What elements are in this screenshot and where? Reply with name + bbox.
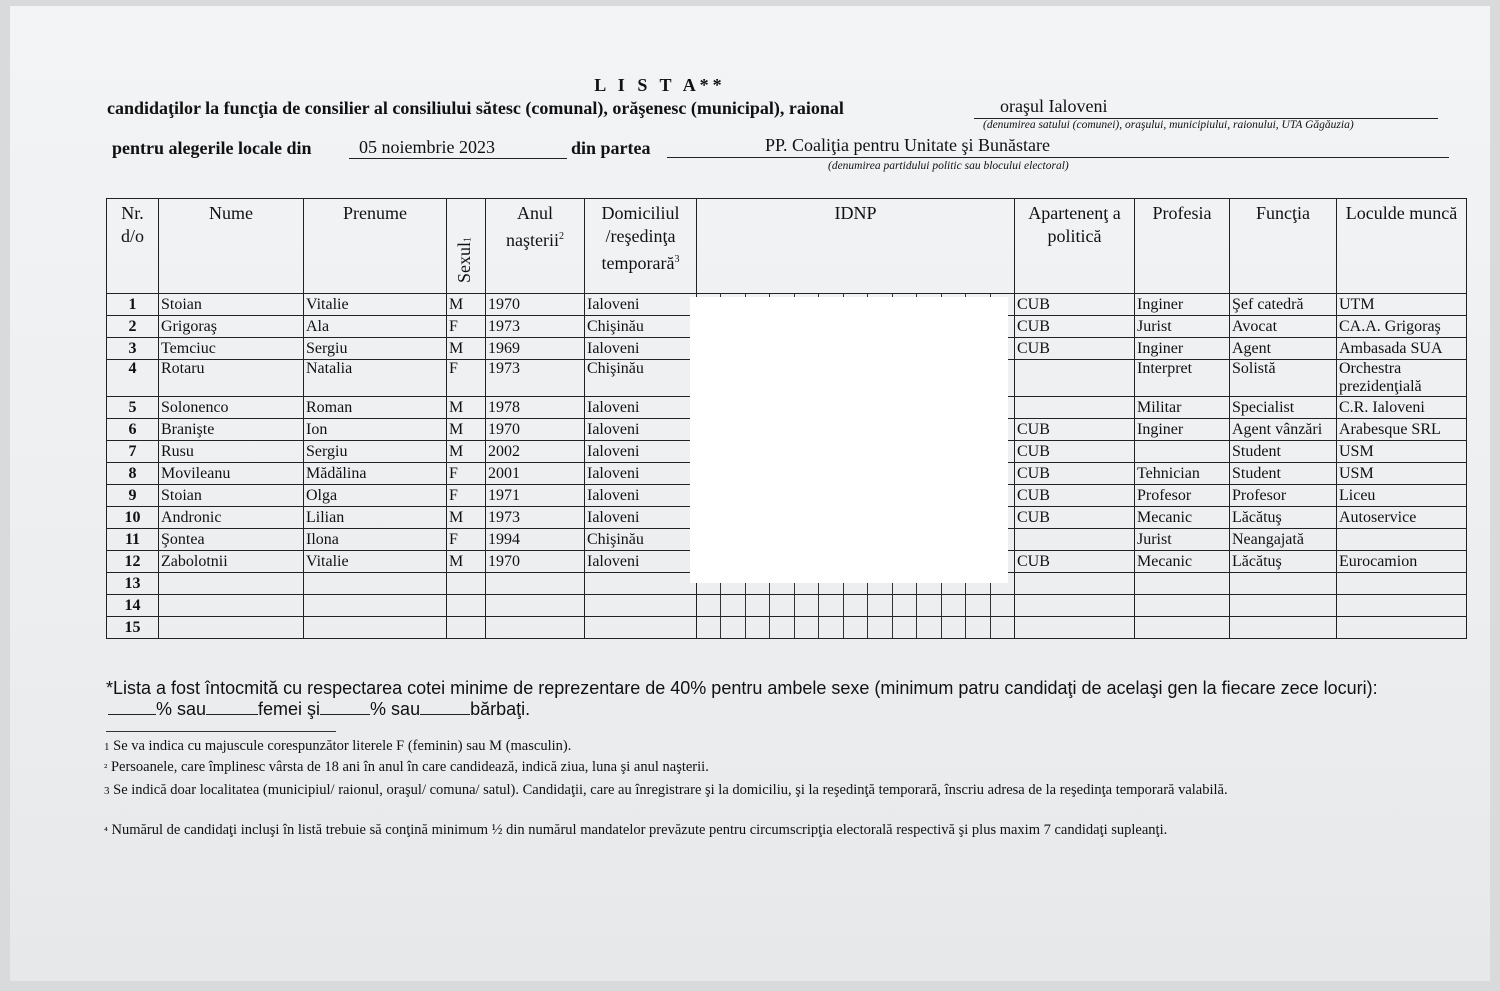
row-domiciliu: Chişinău <box>585 316 697 338</box>
row-partid: CUB <box>1015 507 1135 529</box>
row-idnp <box>697 595 1015 617</box>
idnp-digit-cell <box>942 617 966 638</box>
row-nr: 2 <box>107 316 159 338</box>
row-functia: Şef catedră <box>1230 294 1337 316</box>
footnote-rule <box>106 731 336 732</box>
row-locul: UTM <box>1337 294 1467 316</box>
row-nr: 6 <box>107 419 159 441</box>
row-sex: M <box>447 441 486 463</box>
fn2-text: Persoanele, care împlinesc vârsta de 18 ani în anul în care candidează, indică ziua, luna şi anul naşterii. <box>110 759 709 775</box>
row-profesia: Inginer <box>1135 338 1230 360</box>
header-nr: Nr. d/o <box>107 199 159 294</box>
row-locul <box>1337 573 1467 595</box>
row-anul: 1973 <box>486 316 585 338</box>
row-anul: 1969 <box>486 338 585 360</box>
row-prenume: Vitalie <box>304 551 447 573</box>
row-profesia: Mecanic <box>1135 551 1230 573</box>
row-sex: M <box>447 507 486 529</box>
fn1-text: Se va indica cu majuscule corespunzător literele F (feminin) sau M (masculin). <box>113 738 572 754</box>
row-anul: 1970 <box>486 419 585 441</box>
row-locul <box>1337 595 1467 617</box>
header-functia: Funcţia <box>1230 199 1337 294</box>
row-domiciliu: Chişinău <box>585 360 697 397</box>
header-profesia: Profesia <box>1135 199 1230 294</box>
row-nr: 15 <box>107 617 159 639</box>
fn4-text: Numărul de candidaţi incluşi în listă trebuie să conţină minimum ½ din numărul mandatelor prevăzute pentru circumscripţia electorală respectivă şi plus maxim 7 candidaţi supleanţi. <box>111 822 1168 838</box>
header-line-1-text: candidaţilor la funcţia de consilier al consiliului sătesc (comunal), orăşenesc (municipal), raional <box>107 98 844 118</box>
row-domiciliu: Ialoveni <box>585 397 697 419</box>
header-line-2 <box>112 138 311 159</box>
row-functia: Solistă <box>1230 360 1337 397</box>
row-nr: 9 <box>107 485 159 507</box>
row-prenume: Sergiu <box>304 338 447 360</box>
row-profesia: Militar <box>1135 397 1230 419</box>
idnp-digit-cell <box>917 617 941 638</box>
row-profesia <box>1135 573 1230 595</box>
row-prenume: Mădălina <box>304 463 447 485</box>
row-functia: Avocat <box>1230 316 1337 338</box>
row-nr: 4 <box>107 360 159 397</box>
row-anul: 1971 <box>486 485 585 507</box>
fn3-text: Se indică doar localitatea (municipiul/ raionul, oraşul/ comuna/ satul). Candidaţii, care au înregistrare şi la domiciliu, şi la reşedinţă temporară, înscriu adresa de la reşedinţa temporară valabilă. <box>113 782 1228 798</box>
row-prenume: Ala <box>304 316 447 338</box>
row-prenume: Natalia <box>304 360 447 397</box>
row-nr: 1 <box>107 294 159 316</box>
table-row <box>107 595 1467 617</box>
footnote-1 <box>104 737 571 757</box>
party-note: (denumirea partidului politic sau blocului electoral) <box>828 160 1069 172</box>
row-partid: CUB <box>1015 485 1135 507</box>
row-locul: CA.A. Grigoraş <box>1337 316 1467 338</box>
row-domiciliu: Chişinău <box>585 529 697 551</box>
row-nr: 5 <box>107 397 159 419</box>
row-sex: M <box>447 419 486 441</box>
header-anul-label: Anul naşterii <box>506 203 559 250</box>
idnp-digit-cell <box>697 595 721 616</box>
row-nr: 8 <box>107 463 159 485</box>
idnp-digit-cell <box>697 617 721 638</box>
fn1-mark: 1 <box>104 741 110 753</box>
row-locul: USM <box>1337 441 1467 463</box>
row-sex <box>447 573 486 595</box>
row-locul: Orchestra prezidenţială <box>1337 360 1467 397</box>
blank-pct-2[interactable] <box>320 698 370 715</box>
idnp-digit-cell <box>942 595 966 616</box>
row-partid: CUB <box>1015 294 1135 316</box>
row-nr: 13 <box>107 573 159 595</box>
row-nume <box>159 617 304 639</box>
blank-women[interactable] <box>206 698 258 715</box>
idnp-digit-cell <box>770 617 794 638</box>
row-idnp <box>697 617 1015 639</box>
idnp-digit-cells <box>697 595 1014 616</box>
fn4-mark: ⁴ <box>104 825 108 837</box>
footnote-3 <box>104 781 1449 801</box>
row-anul: 1973 <box>486 507 585 529</box>
row-profesia <box>1135 595 1230 617</box>
idnp-digit-cell <box>844 617 868 638</box>
row-partid <box>1015 617 1135 639</box>
row-nume: Stoian <box>159 294 304 316</box>
header-sex-footnote: 1 <box>462 236 474 242</box>
row-partid <box>1015 529 1135 551</box>
row-partid: CUB <box>1015 316 1135 338</box>
idnp-digit-cells <box>697 617 1014 638</box>
row-nume: Andronic <box>159 507 304 529</box>
row-nume: Grigoraş <box>159 316 304 338</box>
fn2-mark: ² <box>104 762 108 774</box>
header-line-1 <box>107 98 844 119</box>
row-profesia: Profesor <box>1135 485 1230 507</box>
row-anul <box>486 595 585 617</box>
row-nume <box>159 595 304 617</box>
quota-statement: *Lista a fost întocmită cu respectarea cotei minime de reprezentare de 40% pentru ambele sexe (minimum patru candidaţi de acelaşi gen la fiecare zece locuri): <box>106 678 1378 698</box>
row-functia <box>1230 573 1337 595</box>
quota-pct2: % sau <box>370 699 421 719</box>
row-sex: M <box>447 551 486 573</box>
row-functia <box>1230 617 1337 639</box>
row-functia <box>1230 595 1337 617</box>
row-domiciliu: Ialoveni <box>585 551 697 573</box>
row-partid <box>1015 360 1135 397</box>
row-prenume: Sergiu <box>304 441 447 463</box>
row-partid <box>1015 397 1135 419</box>
row-partid: CUB <box>1015 441 1135 463</box>
row-prenume: Lilian <box>304 507 447 529</box>
row-sex: F <box>447 485 486 507</box>
row-locul: Autoservice <box>1337 507 1467 529</box>
row-anul <box>486 617 585 639</box>
quota-fill-line <box>108 698 530 720</box>
locality-value: oraşul Ialoveni <box>1000 96 1108 116</box>
row-domiciliu <box>585 573 697 595</box>
header-domiciliu <box>585 199 697 294</box>
row-nume <box>159 573 304 595</box>
row-profesia: Mecanic <box>1135 507 1230 529</box>
row-profesia <box>1135 441 1230 463</box>
idnp-digit-cell <box>966 617 990 638</box>
row-functia: Neangajată <box>1230 529 1337 551</box>
footnote-4 <box>104 821 1167 841</box>
document-title: L I S T A** <box>594 75 726 95</box>
idnp-digit-cell <box>868 617 892 638</box>
row-profesia: Jurist <box>1135 316 1230 338</box>
row-prenume: Ion <box>304 419 447 441</box>
idnp-digit-cell <box>844 595 868 616</box>
idnp-digit-cell <box>746 617 770 638</box>
header-domiciliu-footnote: 3 <box>674 254 680 265</box>
row-nr: 11 <box>107 529 159 551</box>
row-functia: Lăcătuş <box>1230 551 1337 573</box>
row-partid <box>1015 595 1135 617</box>
idnp-digit-cell <box>893 595 917 616</box>
row-anul: 1970 <box>486 551 585 573</box>
header-sex-label: Sexul <box>453 241 474 283</box>
locality-note: (denumirea satului (comunei), oraşului, municipiului, raionului, UTA Găgăuzia) <box>983 119 1354 131</box>
idnp-digit-cell <box>917 595 941 616</box>
row-locul: Ambasada SUA <box>1337 338 1467 360</box>
row-prenume <box>304 595 447 617</box>
row-nume: Rotaru <box>159 360 304 397</box>
idnp-digit-cell <box>966 595 990 616</box>
row-locul <box>1337 617 1467 639</box>
row-domiciliu: Ialoveni <box>585 419 697 441</box>
line-2-mid: din partea <box>571 138 651 158</box>
row-sex <box>447 595 486 617</box>
row-nr: 3 <box>107 338 159 360</box>
row-nume: Movileanu <box>159 463 304 485</box>
election-date: 05 noiembrie 2023 <box>359 137 495 157</box>
idnp-digit-cell <box>868 595 892 616</box>
row-prenume: Olga <box>304 485 447 507</box>
row-nume: Solonenco <box>159 397 304 419</box>
row-domiciliu: Ialoveni <box>585 463 697 485</box>
row-sex <box>447 617 486 639</box>
row-functia: Student <box>1230 441 1337 463</box>
row-sex: F <box>447 360 486 397</box>
row-sex: M <box>447 338 486 360</box>
party-value: PP. Coaliţia pentru Unitate şi Bunăstare <box>765 135 1050 155</box>
idnp-digit-cell <box>721 595 745 616</box>
idnp-digit-cell <box>819 595 843 616</box>
row-domiciliu <box>585 595 697 617</box>
row-prenume: Roman <box>304 397 447 419</box>
idnp-digit-cell <box>721 617 745 638</box>
row-sex: M <box>447 294 486 316</box>
row-domiciliu <box>585 617 697 639</box>
row-nume: Stoian <box>159 485 304 507</box>
idnp-digit-cell <box>795 595 819 616</box>
row-nume: Zabolotnii <box>159 551 304 573</box>
row-anul: 1994 <box>486 529 585 551</box>
table-header-row <box>107 199 1467 294</box>
footnote-2 <box>104 758 709 778</box>
row-locul: USM <box>1337 463 1467 485</box>
table-row <box>107 617 1467 639</box>
blank-men[interactable] <box>420 698 470 715</box>
row-functia: Specialist <box>1230 397 1337 419</box>
idnp-digit-cell <box>819 617 843 638</box>
header-anul-footnote: 2 <box>558 231 564 242</box>
row-nr: 12 <box>107 551 159 573</box>
row-profesia: Inginer <box>1135 294 1230 316</box>
row-locul: Liceu <box>1337 485 1467 507</box>
row-anul: 1978 <box>486 397 585 419</box>
row-sex: F <box>447 463 486 485</box>
row-sex: M <box>447 397 486 419</box>
header-idnp: IDNP <box>697 199 1015 294</box>
row-functia: Student <box>1230 463 1337 485</box>
header-locul: Loculde muncă <box>1337 199 1467 294</box>
row-anul <box>486 573 585 595</box>
row-profesia: Tehnician <box>1135 463 1230 485</box>
row-anul: 1970 <box>486 294 585 316</box>
quota-pct1: % sau <box>156 699 207 719</box>
quota-women: femei şi <box>258 699 321 719</box>
row-nr: 7 <box>107 441 159 463</box>
idnp-digit-cell <box>746 595 770 616</box>
quota-men: bărbaţi. <box>470 699 531 719</box>
header-nume: Nume <box>159 199 304 294</box>
header-anul <box>486 199 585 294</box>
fn3-mark: 3 <box>104 785 110 797</box>
row-nume: Rusu <box>159 441 304 463</box>
row-prenume <box>304 573 447 595</box>
row-locul: Arabesque SRL <box>1337 419 1467 441</box>
idnp-digit-cell <box>770 595 794 616</box>
row-locul: Eurocamion <box>1337 551 1467 573</box>
row-domiciliu: Ialoveni <box>585 441 697 463</box>
row-anul: 2002 <box>486 441 585 463</box>
idnp-digit-cell <box>991 595 1014 616</box>
idnp-digit-cell <box>991 617 1014 638</box>
row-locul: C.R. Ialoveni <box>1337 397 1467 419</box>
row-partid: CUB <box>1015 338 1135 360</box>
row-sex: F <box>447 529 486 551</box>
row-nume: Şontea <box>159 529 304 551</box>
row-profesia: Jurist <box>1135 529 1230 551</box>
header-domiciliu-label: Domiciliul /reşedinţa temporară <box>601 203 680 273</box>
row-anul: 1973 <box>486 360 585 397</box>
idnp-digit-cell <box>795 617 819 638</box>
row-partid <box>1015 573 1135 595</box>
row-nume: Temciuc <box>159 338 304 360</box>
row-sex: F <box>447 316 486 338</box>
row-domiciliu: Ialoveni <box>585 485 697 507</box>
line-2-prefix: pentru alegerile locale din <box>112 138 312 158</box>
row-domiciliu: Ialoveni <box>585 338 697 360</box>
row-partid: CUB <box>1015 419 1135 441</box>
row-profesia <box>1135 617 1230 639</box>
row-prenume: Vitalie <box>304 294 447 316</box>
row-anul: 2001 <box>486 463 585 485</box>
header-prenume: Prenume <box>304 199 447 294</box>
row-functia: Agent vânzări <box>1230 419 1337 441</box>
header-apartenenta: Apartenenţ a politică <box>1015 199 1135 294</box>
row-locul <box>1337 529 1467 551</box>
idnp-redaction <box>690 297 1008 583</box>
idnp-digit-cell <box>893 617 917 638</box>
row-prenume: Ilona <box>304 529 447 551</box>
row-functia: Profesor <box>1230 485 1337 507</box>
row-domiciliu: Ialoveni <box>585 507 697 529</box>
row-partid: CUB <box>1015 463 1135 485</box>
row-profesia: Inginer <box>1135 419 1230 441</box>
row-functia: Lăcătuş <box>1230 507 1337 529</box>
row-nume: Branişte <box>159 419 304 441</box>
row-functia: Agent <box>1230 338 1337 360</box>
row-prenume <box>304 617 447 639</box>
header-sex <box>447 199 486 294</box>
row-profesia: Interpret <box>1135 360 1230 397</box>
row-nr: 10 <box>107 507 159 529</box>
row-nr: 14 <box>107 595 159 617</box>
blank-pct-1[interactable] <box>108 698 156 715</box>
row-domiciliu: Ialoveni <box>585 294 697 316</box>
row-partid: CUB <box>1015 551 1135 573</box>
